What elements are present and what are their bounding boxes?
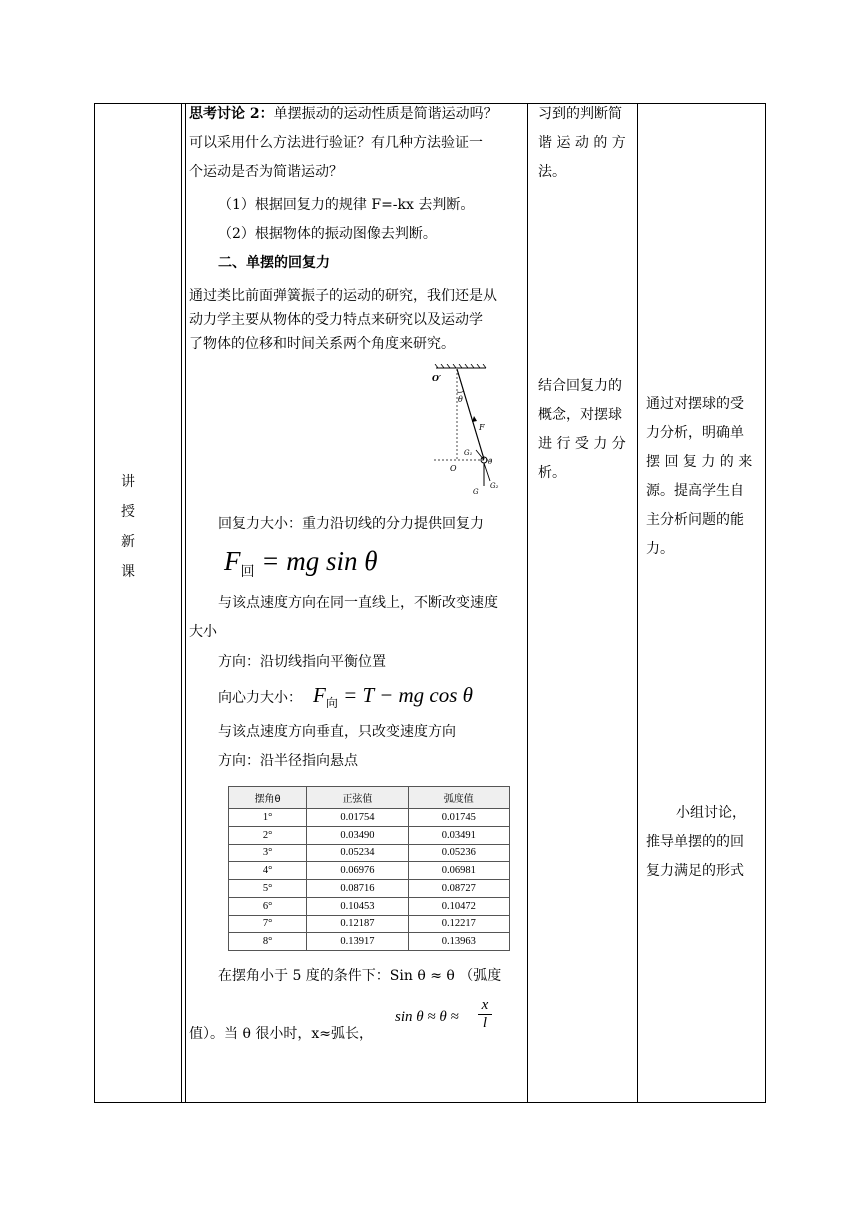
table-row <box>229 809 510 827</box>
note-line: 与该点速度方向在同一直线上，不断改变速度 <box>218 595 498 611</box>
table-cell: 5° <box>229 880 307 898</box>
restore-force-formula <box>224 545 378 588</box>
table-cell: 2° <box>229 826 307 844</box>
table-cell: 0.06976 <box>307 862 408 880</box>
table-cell: 0.13917 <box>307 933 408 951</box>
table-row <box>229 862 510 880</box>
table-cell: 7° <box>229 915 307 933</box>
column-header: 正弦值 <box>307 787 408 809</box>
activity-line: 进 行 受 力 分 <box>538 436 626 452</box>
question-line: 可以采用什么方法进行验证？有几种方法验证一 <box>189 135 483 151</box>
label-o-prime: O′ <box>432 373 442 383</box>
intent-line: 源。提高学生自 <box>646 483 744 499</box>
table-cell: 1° <box>229 809 307 827</box>
restore-force-label: 回复力大小：重力沿切线的分力提供回复力 <box>218 516 484 532</box>
formula-symbol: F <box>313 683 326 707</box>
stage-char: 授 <box>121 504 135 520</box>
table-row <box>229 844 510 862</box>
intent-line: 力分析，明确单 <box>646 425 744 441</box>
table-row <box>229 897 510 915</box>
table-cell: 0.03490 <box>307 826 408 844</box>
direction-line: 方向：沿切线指向平衡位置 <box>218 654 386 670</box>
stage-char: 课 <box>121 564 135 580</box>
column-divider <box>527 104 528 1102</box>
table-cell: 0.05234 <box>307 844 408 862</box>
paragraph-line: 动力学主要从物体的受力特点来研究以及运动学 <box>189 312 483 328</box>
small-angle-line: 在摆角小于 5 度的条件下：Sin θ ≈ θ （弧度 <box>218 968 502 984</box>
table-row <box>229 933 510 951</box>
table-cell: 0.06981 <box>408 862 509 880</box>
paragraph-line: 了物体的位移和时间关系两个角度来研究。 <box>189 336 455 352</box>
note-line: 大小 <box>189 624 217 640</box>
question-line: 个运动是否为简谐运动？ <box>189 164 343 180</box>
label-g1: G₁ <box>464 449 473 457</box>
method-item: （1）根据回复力的规律 F=-kx 去判断。 <box>218 197 475 213</box>
activity-line: 谐 运 动 的 方 <box>538 135 626 151</box>
label-g2: G₂ <box>490 482 499 490</box>
formula-symbol: F <box>224 546 241 576</box>
intent-line: 力。 <box>646 541 674 557</box>
column-header: 弧度值 <box>408 787 509 809</box>
label-theta: θ <box>458 395 463 404</box>
label-o: O <box>450 464 457 473</box>
table-cell: 0.12187 <box>307 915 408 933</box>
table-cell: 0.12217 <box>408 915 509 933</box>
table-cell: 0.05236 <box>408 844 509 862</box>
table-row <box>229 826 510 844</box>
centripetal-label: 向心力大小： <box>218 690 302 706</box>
label-g: G <box>473 488 479 494</box>
formula-subscript: 向 <box>325 696 338 710</box>
table-row <box>229 915 510 933</box>
stage-label <box>98 467 158 587</box>
angle-sine-table <box>228 786 510 951</box>
activity-line: 结合回复力的 <box>538 378 622 394</box>
centripetal-formula <box>313 682 473 716</box>
approx-formula <box>395 1008 459 1026</box>
stage-char: 讲 <box>121 474 135 490</box>
table-cell: 0.08727 <box>408 880 509 898</box>
pendulum-diagram <box>424 364 524 494</box>
formula-expression: = mg sin θ <box>254 546 378 576</box>
table-cell: 8° <box>229 933 307 951</box>
formula-subscript: 回 <box>240 564 255 580</box>
intent-line: 摆 回 复 力 的 来 <box>646 454 753 470</box>
fraction-numerator: x <box>481 997 489 1013</box>
formula-expression: = T − mg cos θ <box>337 683 473 707</box>
table-cell: 0.10453 <box>307 897 408 915</box>
method-item: （2）根据物体的振动图像去判断。 <box>218 226 437 242</box>
table-row <box>229 880 510 898</box>
table-header-row <box>229 787 510 809</box>
table-cell: 0.01754 <box>307 809 408 827</box>
formula-expression: sin θ ≈ θ ≈ <box>395 1009 459 1025</box>
table-cell: 3° <box>229 844 307 862</box>
intent-line: 通过对摆球的受 <box>646 396 744 412</box>
activity-line: 析。 <box>538 465 566 481</box>
small-angle-line: 值）。当 θ 很小时，x≈弧长， <box>189 1026 373 1042</box>
label-force-f: F <box>479 423 485 432</box>
activity-line: 推导单摆的的回 <box>646 834 744 850</box>
activity-line: 法。 <box>538 164 566 180</box>
section-heading: 二、单摆的回复力 <box>218 255 330 271</box>
question-line <box>189 104 498 124</box>
column-header: 摆角θ <box>229 787 307 809</box>
fraction <box>478 997 492 1032</box>
table-cell: 0.03491 <box>408 826 509 844</box>
label-theta: θ <box>488 458 493 466</box>
table-cell: 0.01745 <box>408 809 509 827</box>
stage-char: 新 <box>121 534 135 550</box>
table-cell: 6° <box>229 897 307 915</box>
question-title: 思考讨论 2： <box>189 106 274 122</box>
column-divider <box>637 104 638 1102</box>
direction-line: 方向：沿半径指向悬点 <box>218 753 358 769</box>
fraction-denominator: l <box>478 1014 492 1032</box>
note-line: 与该点速度方向垂直，只改变速度方向 <box>218 724 456 740</box>
activity-line: 小组讨论， <box>676 805 746 821</box>
table-cell: 0.10472 <box>408 897 509 915</box>
table-cell: 0.08716 <box>307 880 408 898</box>
intent-line: 主分析问题的能 <box>646 512 744 528</box>
activity-line: 习到的判断简 <box>538 106 622 122</box>
question-text: 单摆振动的运动性质是简谐运动吗？ <box>273 106 498 122</box>
paragraph-line: 通过类比前面弹簧振子的运动的研究，我们还是从 <box>189 288 497 304</box>
table-cell: 0.13963 <box>408 933 509 951</box>
column-divider <box>181 104 182 1102</box>
column-divider <box>185 104 186 1102</box>
activity-line: 概念，对摆球 <box>538 407 622 423</box>
activity-line: 复力满足的形式 <box>646 863 744 879</box>
table-cell: 4° <box>229 862 307 880</box>
